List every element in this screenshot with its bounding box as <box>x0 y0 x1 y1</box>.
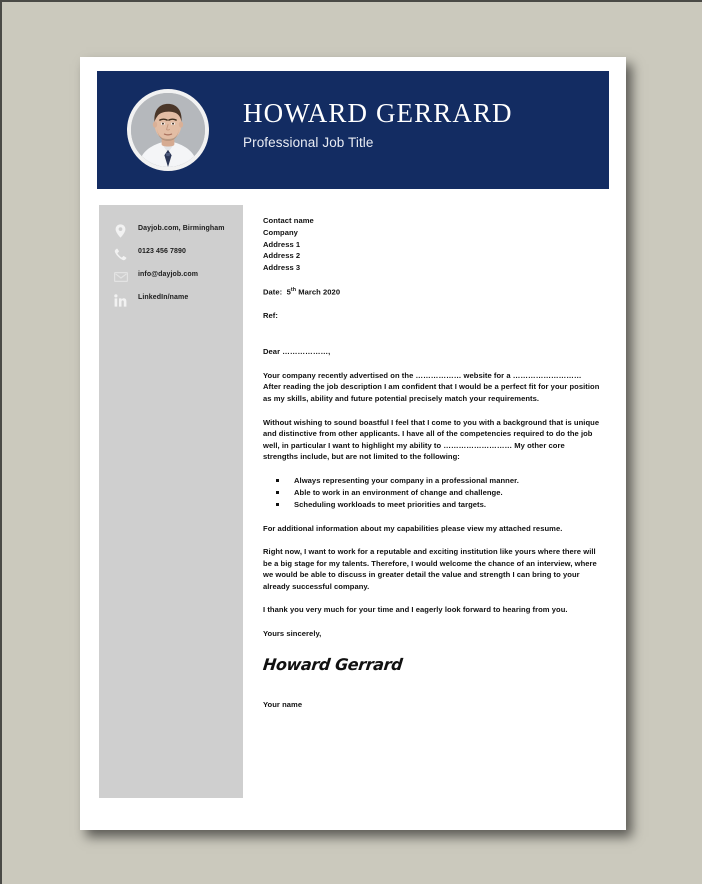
recipient-line-address-1: Address 1 <box>263 239 301 249</box>
contact-row-address <box>113 223 239 241</box>
contact-row-linkedin <box>113 292 239 310</box>
your-name-placeholder: Your name <box>263 699 303 709</box>
letter-body <box>263 215 601 710</box>
contact-row-email <box>113 269 239 287</box>
letter-header-band <box>97 71 609 189</box>
date-label: Date: <box>263 287 283 297</box>
recipient-line-address-3: Address 3 <box>263 263 301 273</box>
envelope-icon <box>113 269 128 285</box>
document-page <box>80 57 626 830</box>
signature: Howard Gerrard <box>262 655 404 675</box>
ref-line: Ref: <box>263 310 278 320</box>
paragraph-4: Right now, I want to work for a reputable and exciting institution like yours where there will be a big stage for my talents. Therefore, I would welcome the chance of an interview, where we would be able to discuss in greater detail the value and strength I can bring to your already successful company. <box>263 547 597 591</box>
list-item: Able to work in an environment of change and challenge. <box>263 487 601 499</box>
paragraph-1: Your company recently advertised on the ……………… website for a ……………………… After reading the job description I am confident that I would be a perfect fit for your position as my skills, ability and future potential precisely match your requirements. <box>263 370 600 404</box>
recipient-address-block <box>263 215 601 274</box>
contact-text-linkedin: LinkedIn/name <box>138 294 189 301</box>
avatar <box>127 89 209 171</box>
paragraph-2: Without wishing to sound boastful I feel that I come to you with a background that is unique and distinctive from other applicants. I have all of the competencies required to do the job well, in particular I want to highlight my ability to ……………………… My other core strengths include, but are not limited to the following: <box>263 417 600 462</box>
date-rest: March 2020 <box>298 287 341 297</box>
recipient-line-address-2: Address 2 <box>263 251 301 261</box>
date-line <box>263 286 601 298</box>
strengths-bullet-list <box>263 475 601 511</box>
header-text-group <box>243 99 593 150</box>
job-title: Professional Job Title <box>243 135 374 151</box>
paragraph-5: I thank you very much for your time and I eagerly look forward to hearing from you. <box>263 605 568 615</box>
date-day: 5 <box>286 287 291 297</box>
phone-icon <box>113 246 128 262</box>
list-item: Always representing your company in a professional manner. <box>263 475 601 487</box>
salutation: Dear ………………, <box>263 347 331 357</box>
paragraph-3: For additional information about my capabilities please view my attached resume. <box>263 523 563 533</box>
linkedin-icon <box>113 292 128 308</box>
location-pin-icon <box>113 223 128 239</box>
date-ordinal: th <box>290 286 297 293</box>
recipient-line-contact-name: Contact name <box>263 216 314 225</box>
contact-text-phone: 0123 456 7890 <box>138 248 187 255</box>
contact-text-address: Dayjob.com, Birmingham <box>138 225 225 232</box>
person-name: HOWARD GERRARD <box>243 98 513 128</box>
contact-text-email: info@dayjob.com <box>138 271 199 278</box>
recipient-line-company: Company <box>263 227 298 237</box>
contact-row-phone <box>113 246 239 264</box>
list-item: Scheduling workloads to meet priorities and targets. <box>263 499 601 511</box>
contact-sidebar <box>99 205 243 798</box>
closing-salutation: Yours sincerely, <box>263 628 322 638</box>
